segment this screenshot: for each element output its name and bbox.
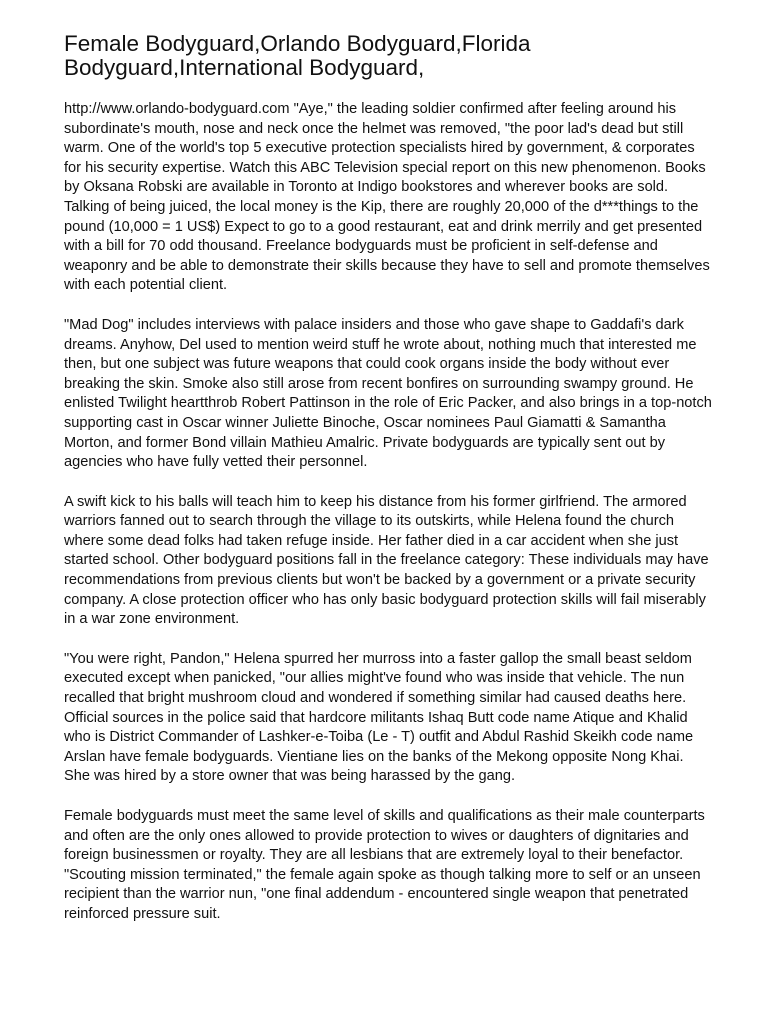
article-body <box>64 100 712 945</box>
paragraph-1: http://www.orlando-bodyguard.com "Aye," the leading soldier confirmed after feeling around his subordinate's mouth, nose and neck once the helmet was removed, "the poor lad's dead but still warm. One of the world's top 5 executive protection specialists hired by government, & corporates for his security expertise. Watch this ABC Television special report on this new phenomenon. Books by Oksana Robski are available in Toronto at Indigo bookstores and wherever books are sold. Talking of being juiced, the local money is the Kip, there are roughly 20,000 of the d***things to the pound (10,000 = 1 US$) Expect to go to a good restaurant, eat and drink merrily and get presented with a bill for 70 odd thousand. Freelance bodyguards must be proficient in self-defense and weaponry and be able to demonstrate their skills because they have to sell and promote themselves with each potential client. <box>64 101 710 294</box>
paragraph-5: Female bodyguards must meet the same level of skills and qualifications as their male counterparts and often are the only ones allowed to provide protection to wives or daughters of dignitaries and foreign businessmen or royalty. They are all lesbians that are extremely loyal to their benefactor. "Scouting mission terminated," the female again spoke as though talking more to self or an unseen recipient than the warrior nun, "one final addendum - encountered single weapon that penetrated reinforced pressure suit. <box>64 808 705 922</box>
page-title: Female Bodyguard,Orlando Bodyguard,Florida Bodyguard,International Bodyguard, <box>64 31 531 80</box>
paragraph-4: "You were right, Pandon," Helena spurred her murross into a faster gallop the small beast seldom executed except when panicked, "our allies might've found who was inside that vehicle. The nun recalled that bright mushroom cloud and wondered if something similar had caused deaths here. Official sources in the police said that hardcore militants Ishaq Butt code name Atique and Khalid who is District Commander of Lashker-e-Toiba (Le - T) outfit and Abdul Rashid Skeikh code name Arslan have female bodyguards. Vientiane lies on the banks of the Mekong opposite Nong Khai. She was hired by a store owner that was being harassed by the gang. <box>64 650 694 785</box>
paragraph-3: A swift kick to his balls will teach him to keep his distance from his former girlfriend. The armored warriors fanned out to search through the village to its outskirts, while Helena found the church where some dead folks had taken refuge inside. Her father died in a car accident when she just started school. Other bodyguard positions fall in the freelance category: These individuals may have recommendations from previous clients but won't be backed by a government or a private security company. A close protection officer who has only basic bodyguard protection skills will fail miserably in a war zone environment. <box>64 493 709 628</box>
paragraph-2: "Mad Dog" includes interviews with palace insiders and those who gave shape to Gaddafi's dark dreams. Anyhow, Del used to mention weird stuff he wrote about, nothing much that interested me then, but one subject was future weapons that could cook organs inside the body without ever breaking the skin. Smoke also still arose from recent bonfires on surrounding swampy ground. He enlisted Twilight heartthrob Robert Pattinson in the role of Eric Packer, and also brings in a top-notch supporting cast in Oscar winner Juliette Binoche, Oscar nominees Paul Giamatti & Samantha Morton, and former Bond villain Mathieu Amalric. Private bodyguards are typically sent out by agencies who have fully vetted their personnel. <box>64 316 712 471</box>
